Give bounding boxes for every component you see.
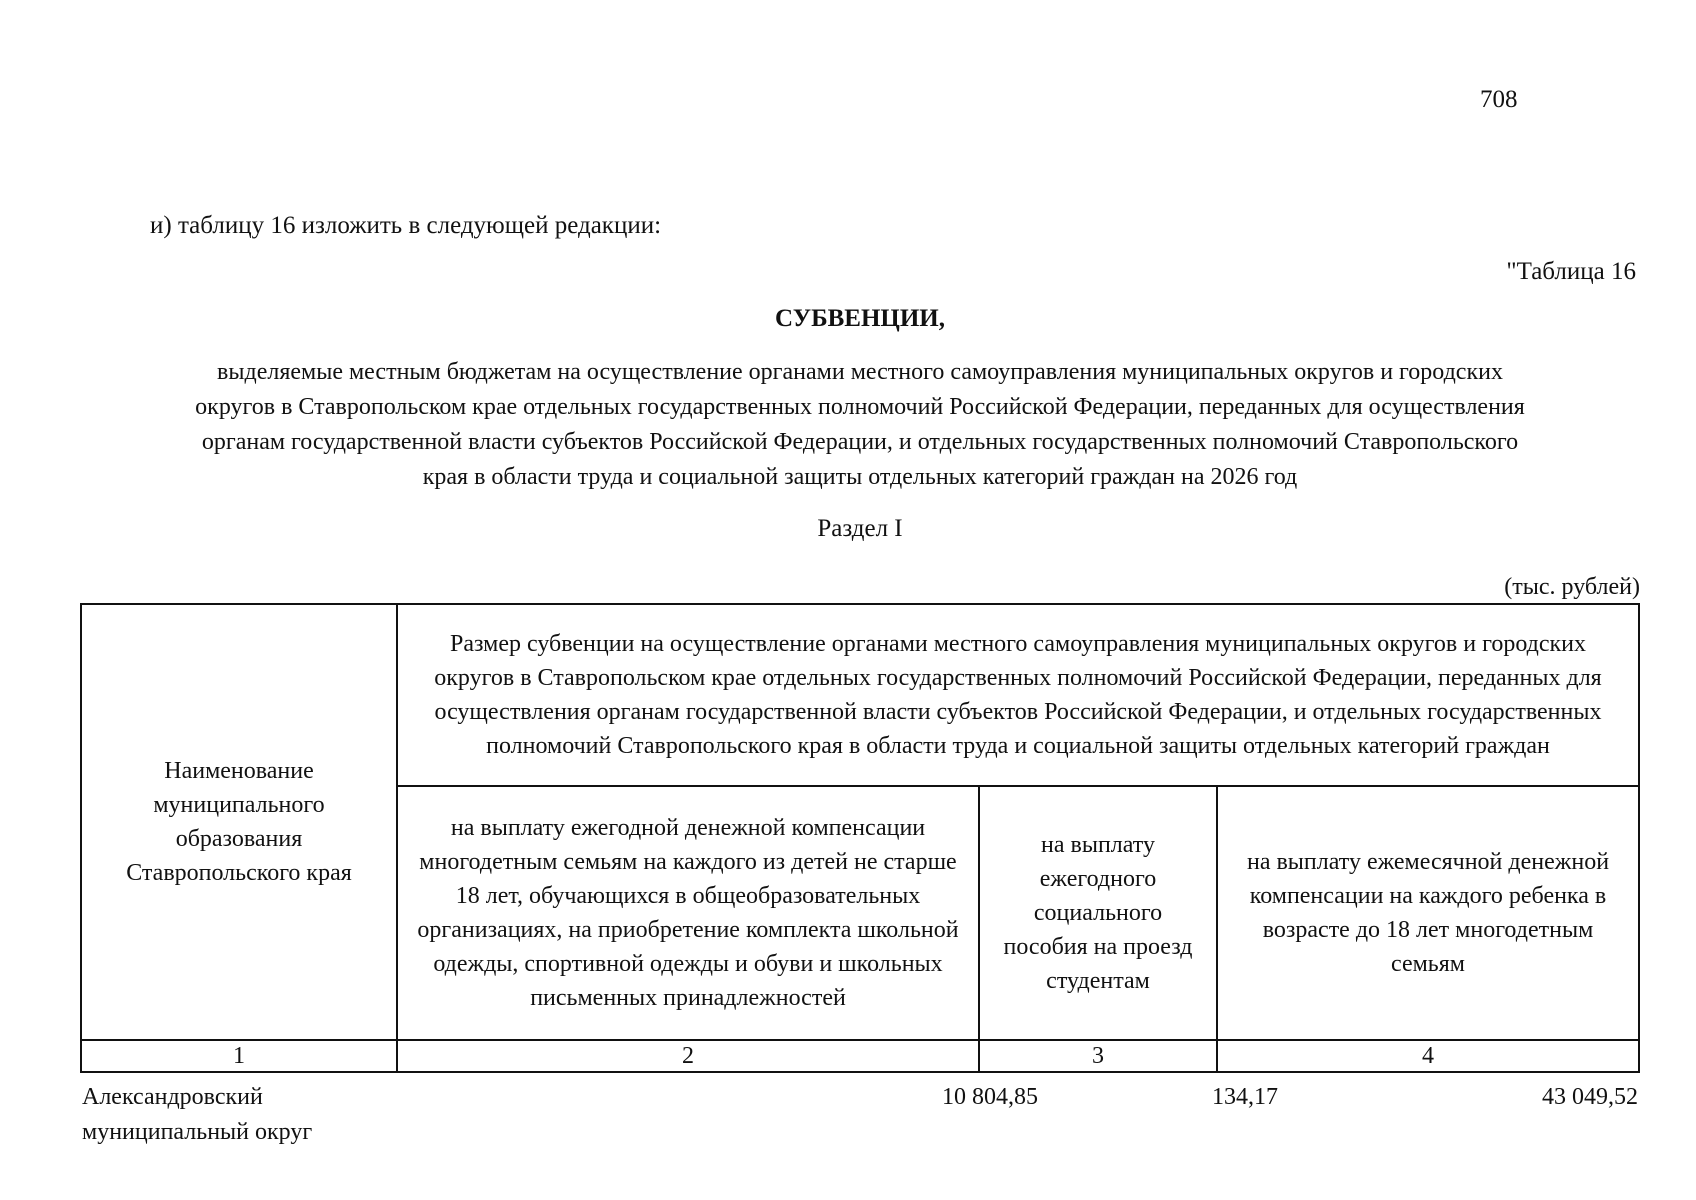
header-student-travel-allowance: на выплату ежегодного социального пособия на проезд студентам: [979, 786, 1217, 1040]
municipality-name: Александровский муниципальный округ: [82, 1084, 313, 1145]
header-subsidy-group: Размер субвенции на осуществление органами местного самоуправления муниципальных округов и городских округов в Ставропольском крае отдельных государственных полномочий Российской Федерации, переданных для осуществления органам государственной власти субъектов Российской Федерации, и отдельных государственных полномочий Ставропольского края в области труда и социальной защиты отдельных категорий граждан: [397, 604, 1639, 786]
subsidy-table: [80, 603, 1640, 1073]
document-subtitle: [80, 355, 1640, 495]
header-monthly-child-compensation: на выплату ежемесячной денежной компенсации на каждого ребенка в возрасте до 18 лет многодетным семьям: [1217, 786, 1639, 1040]
subtitle-line: органам государственной власти субъектов Российской Федерации, и отдельных государственных полномочий Ставропольского: [201, 429, 1519, 455]
table-label: "Таблица 16: [1506, 258, 1636, 285]
document-title: СУБВЕНЦИИ,: [775, 305, 945, 332]
value-student-travel-allowance: 134,17: [1212, 1084, 1278, 1110]
subtitle-line: края в области труда и социальной защиты отдельных категорий граждан на 2026 год: [422, 464, 1298, 490]
subtitle-line: выделяемые местным бюджетам на осуществление органами местного самоуправления муниципальных округов и городских: [217, 359, 1503, 385]
column-number: 2: [397, 1040, 979, 1072]
header-school-uniform-compensation: на выплату ежегодной денежной компенсации многодетным семьям на каждого из детей не старше 18 лет, обучающихся в общеобразовательных организациях, на приобретение комплекта школьной одежды, спортивной одежды и обуви и школьных письменных принадлежностей: [397, 786, 979, 1040]
table-header-row: [81, 604, 1639, 786]
subtitle-line: округов в Ставропольском крае отдельных государственных полномочий Российской Федерации, переданных для осуществления: [195, 394, 1525, 420]
column-number: 4: [1217, 1040, 1639, 1072]
column-number: 3: [979, 1040, 1217, 1072]
value-school-uniform-compensation: 10 804,85: [942, 1084, 1038, 1110]
page-number: 708: [1480, 86, 1518, 113]
intro-text: и) таблицу 16 изложить в следующей редакции:: [150, 212, 662, 239]
table-column-numbers-row: [81, 1040, 1639, 1072]
units-label: (тыс. рублей): [1504, 574, 1640, 600]
section-heading: Раздел I: [817, 515, 903, 542]
value-monthly-child-compensation: 43 049,52: [1542, 1084, 1638, 1110]
column-number: 1: [81, 1040, 397, 1072]
header-municipality-name: Наименование муниципального образования Ставропольского края: [81, 604, 397, 1040]
